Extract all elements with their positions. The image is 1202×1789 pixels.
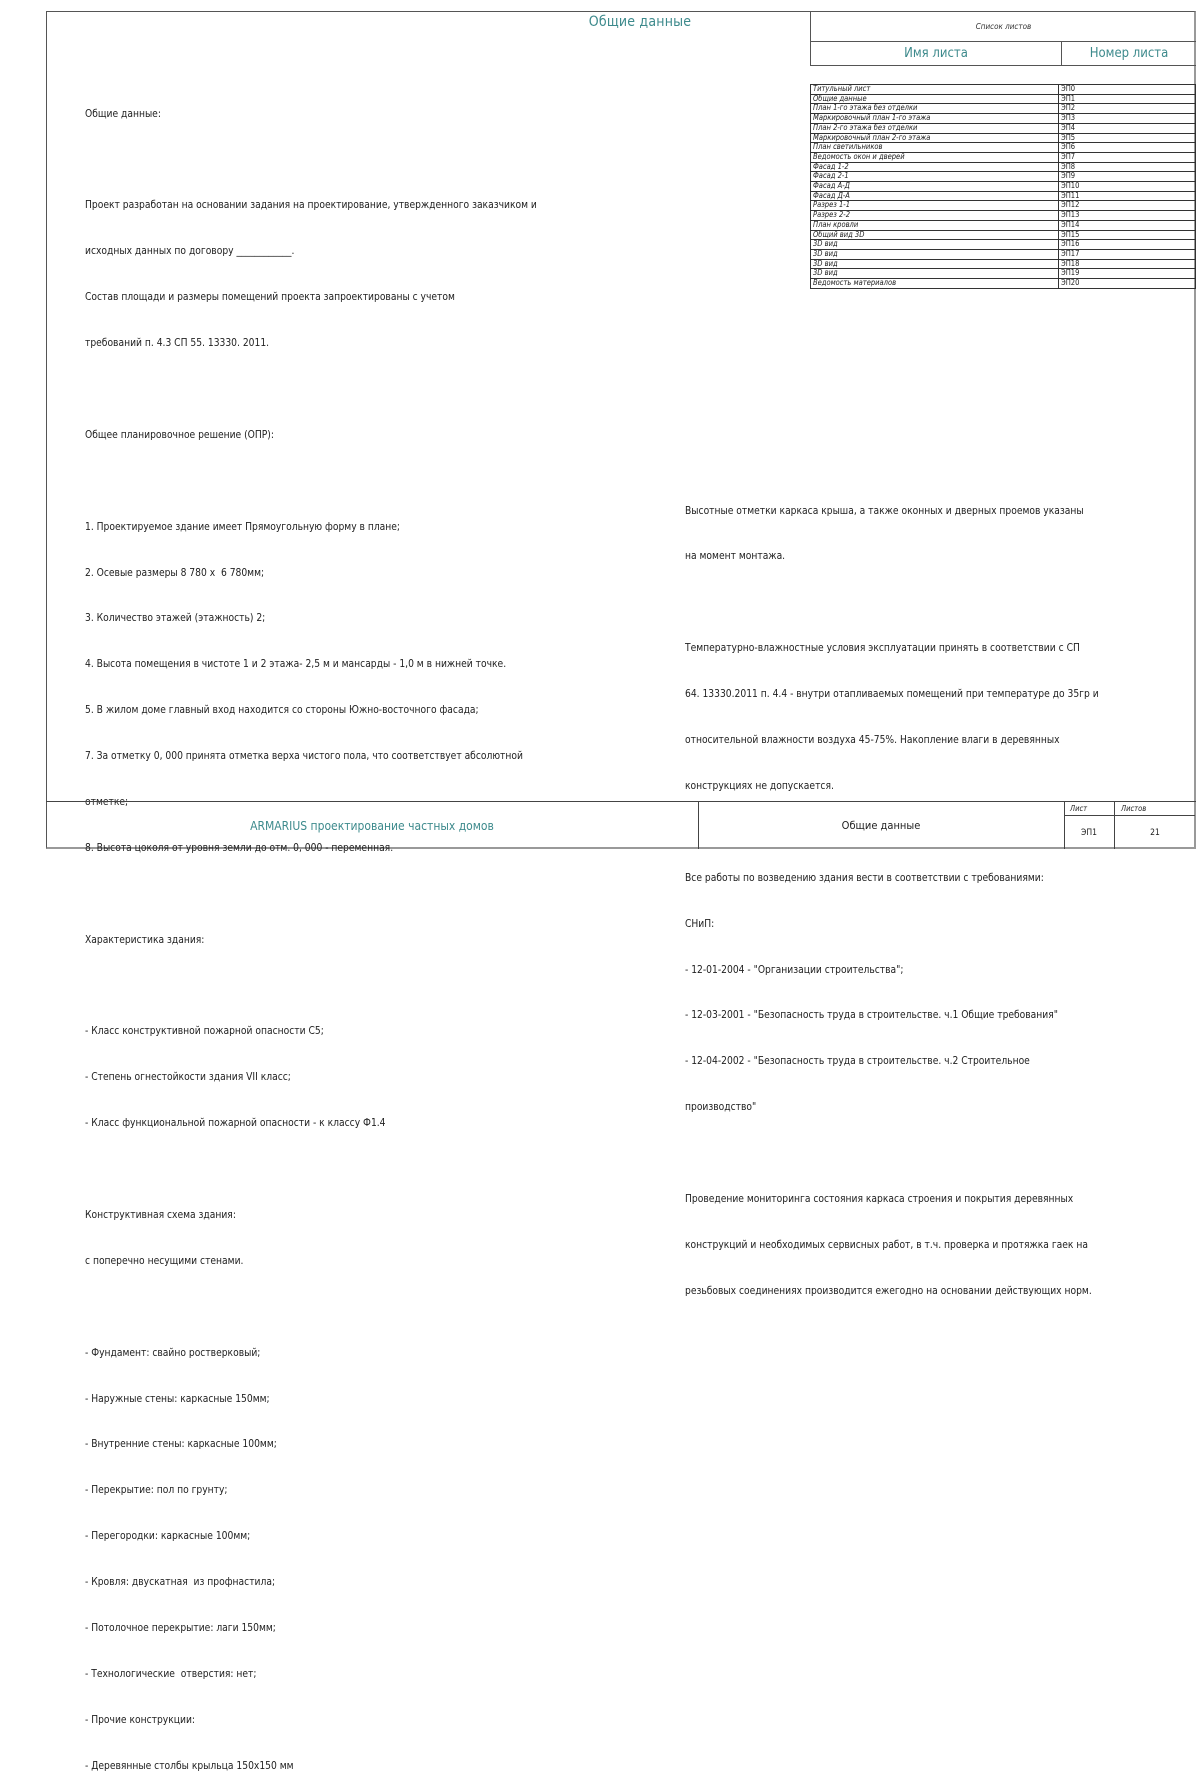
sheets-total-value: 21 bbox=[1150, 827, 1160, 838]
list-item: - Класс конструктивной пожарной опасности С5; bbox=[85, 1026, 324, 1038]
sheet-number-cell: ЭП8 bbox=[1059, 162, 1196, 172]
heading-structural-scheme: Конструктивная схема здания: bbox=[85, 1209, 236, 1221]
text-line: Высотные отметки каркаса крыша, а также оконных и дверных проемов указаны bbox=[685, 505, 1084, 517]
sheet-number-cell: ЭП2 bbox=[1059, 104, 1196, 114]
text-line: Все работы по возведению здания вести в соответствии с требованиями: bbox=[685, 872, 1044, 884]
sheet-number-cell: ЭП16 bbox=[1059, 240, 1196, 250]
column-header-sheet-name: Имя листа bbox=[811, 42, 1062, 65]
sheet-number-cell: ЭП0 bbox=[1059, 85, 1196, 95]
sheet-name-cell: Общий вид 3D bbox=[811, 230, 1059, 240]
sheet-list-column-headers bbox=[810, 42, 1196, 66]
general-notes-left bbox=[85, 76, 537, 1789]
sheet-number-cell: ЭП18 bbox=[1059, 259, 1196, 269]
list-item: - Кровля: двускатная из профнастила; bbox=[85, 1577, 276, 1589]
sheet-number-cell: ЭП7 bbox=[1059, 152, 1196, 162]
list-item: - Технологические отверстия: нет; bbox=[85, 1668, 257, 1680]
table-row bbox=[811, 279, 1196, 289]
text-line: 64. 13330.2011 п. 4.4 - внутри отапливаемых помещений при температуре до 35гр и bbox=[685, 689, 1099, 701]
table-row bbox=[811, 152, 1196, 162]
list-item: - 12-01-2004 - "Организации строительства"; bbox=[685, 964, 904, 976]
list-item: - 12-04-2002 - "Безопасность труда в строительстве. ч.2 Строительное bbox=[685, 1056, 1030, 1068]
sheet-name-cell: Ведомость материалов bbox=[811, 279, 1059, 289]
column-header-sheet-number: Номер листа bbox=[1089, 46, 1169, 61]
sheet-name-cell: Фасад 2-1 bbox=[811, 172, 1059, 182]
heading-building-characteristics: Характеристика здания: bbox=[85, 934, 205, 946]
page-title: Общие данные bbox=[588, 14, 692, 30]
company-name: ARMARIUS проектирование частных домов bbox=[46, 802, 699, 849]
list-item: - Потолочное перекрытие: лаги 150мм; bbox=[85, 1622, 276, 1634]
table-row bbox=[811, 220, 1196, 230]
sheet-number-cell: ЭП11 bbox=[1059, 191, 1196, 201]
sheet-name-cell: Маркировочный план 1-го этажа bbox=[811, 114, 1059, 124]
sheet-number-cell: ЭП5 bbox=[1059, 133, 1196, 143]
sheet-name-cell: Общие данные bbox=[811, 94, 1059, 104]
table-row bbox=[811, 182, 1196, 192]
table-row bbox=[811, 230, 1196, 240]
list-item: - Перегородки: каркасные 100мм; bbox=[85, 1531, 251, 1543]
list-item: 5. В жилом доме главный вход находится со стороны Южно-восточного фасада; bbox=[85, 705, 479, 717]
text-line: относительной влажности воздуха 45-75%. Накопление влаги в деревянных bbox=[685, 735, 1060, 747]
sheet-name-cell: Фасад А-Д bbox=[811, 182, 1059, 192]
list-item: - Внутренние стены: каркасные 100мм; bbox=[85, 1439, 277, 1451]
list-item: - Деревянные столбы крыльца 150х150 мм bbox=[85, 1760, 294, 1772]
sheet-number-cell: ЭП17 bbox=[1059, 249, 1196, 259]
table-row bbox=[811, 201, 1196, 211]
table-row bbox=[811, 85, 1196, 95]
sheet-name-cell: План 1-го этажа без отделки bbox=[811, 104, 1059, 114]
table-row bbox=[811, 211, 1196, 221]
text-line: конструкциях не допускается. bbox=[685, 780, 834, 792]
general-notes-right bbox=[685, 473, 1099, 1314]
text-line: Проведение мониторинга состояния каркаса строения и покрытия деревянных bbox=[685, 1193, 1074, 1205]
sheet-name-cell: Фасад Д-А bbox=[811, 191, 1059, 201]
list-item: - Прочие конструкции: bbox=[85, 1714, 195, 1726]
heading-planning-solution: Общее планировочное решение (ОПР): bbox=[85, 429, 274, 441]
sheet-name-cell: Фасад 1-2 bbox=[811, 162, 1059, 172]
sheet-name-cell: 3D вид bbox=[811, 269, 1059, 279]
sheet-number-cell: ЭП9 bbox=[1059, 172, 1196, 182]
sheet-number-cell: ЭП4 bbox=[1059, 123, 1196, 133]
list-item: - Наружные стены: каркасные 150мм; bbox=[85, 1393, 270, 1405]
sheet-label: Лист bbox=[1064, 802, 1115, 816]
sheet-number-cell: ЭП15 bbox=[1059, 230, 1196, 240]
list-item: производство" bbox=[685, 1102, 757, 1114]
text-line: конструкций и необходимых сервисных работ, в т.ч. проверка и протяжка гаек на bbox=[685, 1239, 1088, 1251]
list-item: 2. Осевые размеры 8 780 х 6 780мм; bbox=[85, 567, 265, 579]
list-item: 8. Высота цоколя от уровня земли до отм. 0, 000 - переменная. bbox=[85, 842, 394, 854]
table-row bbox=[811, 249, 1196, 259]
sheet-name-cell: 3D вид bbox=[811, 240, 1059, 250]
sheet-name-cell: Титульный лист bbox=[811, 85, 1059, 95]
table-row bbox=[811, 162, 1196, 172]
list-item: - Степень огнестойкости здания VII класс; bbox=[85, 1072, 291, 1084]
title-block-sheet-name: Общие данные bbox=[698, 802, 1065, 849]
sheet-number-cell: ЭП1 bbox=[1059, 94, 1196, 104]
sheet-name-cell: План светильников bbox=[811, 143, 1059, 153]
list-item: - Перекрытие: пол по грунту; bbox=[85, 1485, 228, 1497]
sheet-number-value: ЭП1 bbox=[1064, 816, 1115, 849]
sheet-number-cell: ЭП12 bbox=[1059, 201, 1196, 211]
sheet-number-cell: ЭП14 bbox=[1059, 220, 1196, 230]
sheets-total-label: Листов bbox=[1115, 802, 1195, 816]
table-row bbox=[811, 123, 1196, 133]
text-line: резьбовых соединениях производится ежегодно на основании действующих норм. bbox=[685, 1285, 1092, 1297]
sheet-name-cell: План 2-го этажа без отделки bbox=[811, 123, 1059, 133]
sheet-number-cell: ЭП3 bbox=[1059, 114, 1196, 124]
sheet-name-cell: Разрез 2-2 bbox=[811, 211, 1059, 221]
sheet-list-caption: Список листов bbox=[810, 11, 1196, 42]
sheet-number-cell: ЭП10 bbox=[1059, 182, 1196, 192]
list-item: - Класс функциональной пожарной опасности - к классу Ф1.4 bbox=[85, 1118, 386, 1130]
text-line: требований п. 4.3 СП 55. 13330. 2011. bbox=[85, 338, 270, 350]
table-row bbox=[811, 114, 1196, 124]
sheet-list-table bbox=[810, 84, 1196, 289]
sheet-name-cell: 3D вид bbox=[811, 249, 1059, 259]
sheet-number-cell: ЭП19 bbox=[1059, 269, 1196, 279]
list-item: 4. Высота помещения в чистоте 1 и 2 этажа- 2,5 м и мансарды - 1,0 м в нижней точке. bbox=[85, 659, 507, 671]
list-item: - 12-03-2001 - "Безопасность труда в строительстве. ч.1 Общие требования" bbox=[685, 1010, 1058, 1022]
text-line: СНиП: bbox=[685, 918, 715, 930]
table-row bbox=[811, 240, 1196, 250]
table-row bbox=[811, 259, 1196, 269]
sheet-list-header bbox=[810, 11, 1196, 66]
text-line: Температурно-влажностные условия эксплуатации принять в соответствии с СП bbox=[685, 643, 1080, 655]
heading-general-data: Общие данные: bbox=[85, 108, 161, 120]
table-row bbox=[811, 143, 1196, 153]
list-item: 3. Количество этажей (этажность) 2; bbox=[85, 613, 266, 625]
text-line: Проект разработан на основании задания на проектирование, утвержденного заказчиком и bbox=[85, 200, 537, 212]
text-line: с поперечно несущими стенами. bbox=[85, 1255, 244, 1267]
sheet-name-cell: Маркировочный план 2-го этажа bbox=[811, 133, 1059, 143]
list-item: - Фундамент: свайно ростверковый; bbox=[85, 1347, 261, 1359]
title-block bbox=[46, 801, 1196, 849]
text-line: исходных данных по договору ____________. bbox=[85, 246, 295, 258]
list-item: 7. За отметку 0, 000 принята отметка верха чистого пола, что соответствует абсолютной bbox=[85, 751, 523, 763]
list-item: отметке; bbox=[85, 796, 129, 808]
sheet-number-cell: ЭП6 bbox=[1059, 143, 1196, 153]
table-row bbox=[811, 172, 1196, 182]
sheet-number-cell: ЭП13 bbox=[1059, 211, 1196, 221]
sheet-number-cell: ЭП20 bbox=[1059, 279, 1196, 289]
sheet-name-cell: 3D вид bbox=[811, 259, 1059, 269]
sheet-name-cell: План кровли bbox=[811, 220, 1059, 230]
text-line: на момент монтажа. bbox=[685, 551, 786, 563]
text-line: Состав площади и размеры помещений проекта запроектированы с учетом bbox=[85, 292, 455, 304]
list-item: 1. Проектируемое здание имеет Прямоугольную форму в плане; bbox=[85, 521, 401, 533]
sheet-name-cell: Ведомость окон и дверей bbox=[811, 152, 1059, 162]
sheet-name-cell: Разрез 1-1 bbox=[811, 201, 1059, 211]
table-row bbox=[811, 191, 1196, 201]
